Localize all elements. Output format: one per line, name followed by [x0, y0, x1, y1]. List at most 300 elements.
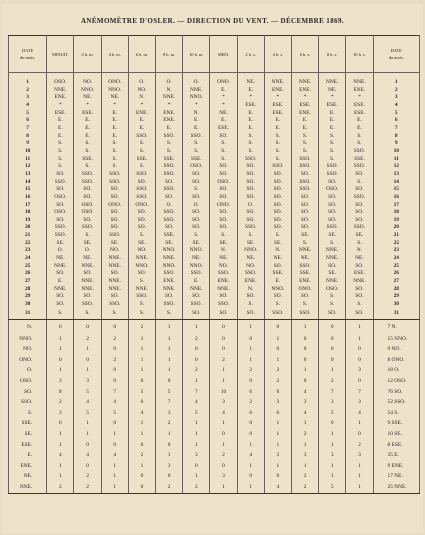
table-cell: ENE.	[156, 278, 183, 286]
summary-row	[9, 461, 420, 472]
table-cell: S.	[156, 140, 183, 148]
table-cell: SSO.	[346, 194, 373, 202]
table-cell: 1	[101, 471, 128, 482]
table-cell: SSO.	[183, 133, 210, 141]
table-cell: 2	[156, 418, 183, 429]
table-cell: NE.	[101, 94, 128, 102]
table-cell: 2	[74, 482, 101, 493]
table-cell: O.	[47, 247, 74, 255]
table-cell: E.	[346, 117, 373, 125]
table-cell: 1	[319, 429, 346, 440]
table-cell: SSO.	[291, 309, 318, 320]
table-cell: ENE.	[291, 87, 318, 95]
table-cell: E.	[319, 110, 346, 118]
date-cell: 13	[373, 171, 419, 179]
column-header: 2 h. m.	[74, 36, 101, 73]
table-cell: NE.	[74, 255, 101, 263]
table-cell: NNE.	[319, 255, 346, 263]
table-cell: 6	[128, 397, 155, 408]
table-cell: 4	[291, 408, 318, 419]
table-cell: 1	[237, 344, 264, 355]
summary-row	[9, 418, 420, 429]
table-cell: SSO.	[346, 148, 373, 156]
table-cell: SSO.	[264, 309, 291, 320]
table-cell: NNE.	[128, 286, 155, 294]
table-cell: 5	[74, 408, 101, 419]
page-title: ANÉMOMÈTRE D'OSLER. — DIRECTION DU VENT. — DÉCEMBRE 1869.	[80, 17, 345, 25]
direction-label-cell: OSO.	[9, 376, 47, 387]
table-cell: *	[74, 102, 101, 110]
table-cell: S.	[210, 148, 237, 156]
table-cell: 1	[291, 461, 318, 472]
column-header: MIDI.	[210, 36, 237, 73]
table-cell: 1	[210, 440, 237, 451]
table-cell: NNO.	[128, 263, 155, 271]
table-cell: S.	[264, 232, 291, 240]
table-cell: NNE.	[47, 286, 74, 294]
day-row	[9, 110, 420, 118]
date-cell: 6	[373, 117, 419, 125]
table-cell: 0	[237, 471, 264, 482]
table-cell: ESE.	[291, 102, 318, 110]
date-cell: 6	[9, 117, 47, 125]
table-cell: S.	[128, 278, 155, 286]
table-cell: ESE.	[346, 102, 373, 110]
table-cell: SO.	[346, 171, 373, 179]
table-cell: 1	[183, 418, 210, 429]
table-cell: SSO.	[156, 209, 183, 217]
date-cell: 15	[9, 186, 47, 194]
table-cell: NNE.	[183, 286, 210, 294]
table-cell: S.	[47, 163, 74, 171]
table-cell: N.	[346, 247, 373, 255]
table-cell: SSO.	[128, 186, 155, 194]
table-cell: 2	[291, 482, 318, 493]
table-cell: 1	[74, 429, 101, 440]
table-cell: *	[128, 102, 155, 110]
table-cell: S.	[128, 163, 155, 171]
table-cell: SO.	[47, 202, 74, 210]
date-cell: 30	[9, 301, 47, 309]
table-cell: SE.	[237, 240, 264, 248]
date-cell: 15	[373, 186, 419, 194]
day-row	[9, 263, 420, 271]
date-cell: 25	[9, 263, 47, 271]
table-cell: 2	[210, 450, 237, 461]
table-cell: NNE.	[74, 286, 101, 294]
table-cell: 3	[210, 471, 237, 482]
direction-label-cell: ONO.	[9, 355, 47, 366]
date-cell: 13	[9, 171, 47, 179]
column-header: 6 h. s.	[291, 36, 318, 73]
table-cell: S.	[101, 140, 128, 148]
table-cell: 1	[346, 319, 373, 334]
table-cell: OSO.	[319, 186, 346, 194]
column-header: 10 h. m.	[183, 36, 210, 73]
table-cell: SO.	[291, 194, 318, 202]
table-cell: 1	[101, 461, 128, 472]
date-cell: 17	[373, 202, 419, 210]
table-cell: 1	[346, 461, 373, 472]
table-cell: ESE.	[210, 125, 237, 133]
table-cell: O.	[183, 202, 210, 210]
table-cell: NNE.	[128, 255, 155, 263]
direction-label-cell: 18 O.	[373, 365, 419, 376]
table-cell: NNE.	[101, 286, 128, 294]
table-cell: S.	[128, 232, 155, 240]
table-cell: SO.	[210, 194, 237, 202]
table-cell: SSO.	[319, 163, 346, 171]
table-cell: 0	[237, 429, 264, 440]
table-cell: S.	[47, 156, 74, 164]
day-row	[9, 247, 420, 255]
day-row	[9, 171, 420, 179]
direction-label-cell: 8 ESE.	[373, 440, 419, 451]
table-cell: SO.	[237, 309, 264, 320]
table-cell: SO.	[210, 224, 237, 232]
day-row	[9, 194, 420, 202]
table-cell: NO.	[128, 87, 155, 95]
direction-label-cell: 9 SSE.	[373, 418, 419, 429]
date-cell: 5	[9, 110, 47, 118]
table-cell: SO.	[74, 217, 101, 225]
table-cell: ESE.	[319, 102, 346, 110]
table-cell: O.	[156, 73, 183, 87]
table-cell: 3	[346, 397, 373, 408]
table-cell: E.	[101, 117, 128, 125]
table-cell: 0	[101, 440, 128, 451]
column-header: 6 h. m.	[128, 36, 155, 73]
table-cell: 1	[47, 429, 74, 440]
table-cell: 1	[210, 418, 237, 429]
table-cell: SO.	[319, 309, 346, 320]
table-cell: 0	[47, 355, 74, 366]
table-cell: SSO.	[74, 171, 101, 179]
table-cell: 1	[74, 365, 101, 376]
table-cell: 0	[319, 334, 346, 345]
table-cell: NE.	[237, 255, 264, 263]
table-cell: 0	[128, 376, 155, 387]
table-cell: 1	[47, 365, 74, 376]
table-cell: SSE.	[183, 156, 210, 164]
table-cell: S.	[128, 140, 155, 148]
table-header	[9, 36, 420, 73]
table-cell: 2	[101, 334, 128, 345]
table-cell: SO.	[264, 186, 291, 194]
table-cell: 2	[74, 334, 101, 345]
table-cell: 1	[291, 319, 318, 334]
day-row	[9, 224, 420, 232]
table-cell: SO.	[346, 186, 373, 194]
table-cell: NNE.	[101, 263, 128, 271]
table-cell: NNE.	[183, 87, 210, 95]
direction-label-cell: ENE.	[9, 461, 47, 472]
table-cell: 2	[156, 482, 183, 493]
table-cell: 3	[156, 461, 183, 472]
table-cell: 1	[47, 344, 74, 355]
table-cell: E.	[101, 133, 128, 141]
table-cell: 1	[47, 461, 74, 472]
day-row	[9, 202, 420, 210]
table-cell: SSE.	[291, 270, 318, 278]
table-cell: SE.	[74, 240, 101, 248]
table-cell: 1	[346, 471, 373, 482]
table-cell: 4	[101, 397, 128, 408]
table-cell: NE.	[47, 255, 74, 263]
date-cell: 10	[9, 148, 47, 156]
table-cell: NE.	[264, 255, 291, 263]
table-cell: 1	[156, 355, 183, 366]
table-cell: SE.	[128, 240, 155, 248]
table-cell: SSO.	[291, 263, 318, 271]
table-cell: N.	[210, 247, 237, 255]
table-cell: SO.	[128, 270, 155, 278]
day-row	[9, 186, 420, 194]
table-cell: SO.	[47, 186, 74, 194]
day-row	[9, 240, 420, 248]
table-cell: 0	[47, 319, 74, 334]
table-cell: 4	[210, 408, 237, 419]
table-cell: SO.	[264, 179, 291, 187]
table-cell: SO.	[47, 270, 74, 278]
table-cell: SE.	[47, 240, 74, 248]
table-cell: *	[291, 94, 318, 102]
table-cell: SSO.	[237, 156, 264, 164]
date-cell: 27	[373, 278, 419, 286]
table-cell: 1	[128, 355, 155, 366]
table-cell: ONO.	[101, 73, 128, 87]
table-cell: SO.	[264, 209, 291, 217]
table-cell: ESE.	[346, 110, 373, 118]
table-cell: 0	[183, 461, 210, 472]
table-cell: 2	[237, 365, 264, 376]
table-cell: 0	[156, 440, 183, 451]
table-cell: ONO.	[291, 286, 318, 294]
table-cell: SO.	[291, 209, 318, 217]
direction-label-cell: 54 S.	[373, 408, 419, 419]
table-cell: SE.	[346, 232, 373, 240]
table-cell: *	[210, 94, 237, 102]
table-cell: SO.	[264, 217, 291, 225]
table-cell: 3	[47, 376, 74, 387]
table-cell: 1	[156, 450, 183, 461]
table-cell: O.	[74, 247, 101, 255]
table-cell: 1	[101, 482, 128, 493]
date-cell: 8	[9, 133, 47, 141]
table-cell: NNE.	[319, 278, 346, 286]
table-cell: OSO.	[74, 202, 101, 210]
direction-label-cell: NNO.	[9, 334, 47, 345]
table-cell: N.	[183, 110, 210, 118]
table-cell: S.	[183, 186, 210, 194]
table-cell: ENE.	[47, 94, 74, 102]
table-cell: 0	[210, 334, 237, 345]
table-cell: 6	[264, 408, 291, 419]
table-cell: SSO.	[156, 301, 183, 309]
date-cell: 24	[373, 255, 419, 263]
table-cell: SSO.	[74, 224, 101, 232]
table-cell: S.	[291, 140, 318, 148]
table-cell: NNE.	[346, 73, 373, 87]
table-cell: SO.	[319, 179, 346, 187]
summary-row	[9, 319, 420, 334]
table-cell: *	[101, 102, 128, 110]
date-cell: 29	[9, 293, 47, 301]
table-cell: 0	[210, 344, 237, 355]
date-cell: 23	[9, 247, 47, 255]
table-cell: E.	[210, 87, 237, 95]
date-cell: 26	[373, 270, 419, 278]
table-cell: ENE.	[156, 117, 183, 125]
table-cell: 6	[237, 408, 264, 419]
summary-row	[9, 450, 420, 461]
table-cell: E.	[264, 125, 291, 133]
table-cell: NNE.	[156, 94, 183, 102]
table-cell: 0	[101, 418, 128, 429]
table-cell: 0	[183, 355, 210, 366]
date-cell: 18	[373, 209, 419, 217]
table-cell: E.	[47, 133, 74, 141]
table-cell: 1	[237, 440, 264, 451]
table-cell: 1	[156, 365, 183, 376]
table-cell: SSO.	[74, 301, 101, 309]
table-cell: SO.	[319, 202, 346, 210]
day-row	[9, 156, 420, 164]
table-cell: SO.	[346, 263, 373, 271]
wind-direction-table	[8, 35, 420, 494]
date-cell: 12	[373, 163, 419, 171]
table-cell: 4	[74, 450, 101, 461]
table-cell: 8	[47, 387, 74, 398]
table-cell: OSO.	[47, 194, 74, 202]
table-cell: S.	[264, 133, 291, 141]
table-cell: 0	[210, 429, 237, 440]
table-cell: NE.	[74, 94, 101, 102]
table-cell: E.	[183, 125, 210, 133]
table-cell: 1	[319, 440, 346, 451]
table-cell: S.	[210, 156, 237, 164]
day-row	[9, 232, 420, 240]
table-cell: 0	[291, 376, 318, 387]
table-cell: 2	[319, 376, 346, 387]
table-cell: N.	[264, 247, 291, 255]
table-cell: 0	[291, 334, 318, 345]
table-cell: NNE.	[346, 278, 373, 286]
day-row	[9, 125, 420, 133]
table-cell: SSO.	[101, 301, 128, 309]
table-cell: 0	[183, 344, 210, 355]
table-cell: 2	[128, 319, 155, 334]
day-row	[9, 179, 420, 187]
table-cell: 10	[210, 387, 237, 398]
table-cell: SSO.	[156, 270, 183, 278]
table-cell: 0	[128, 482, 155, 493]
table-cell: ENE.	[264, 87, 291, 95]
table-cell: 2	[237, 397, 264, 408]
table-cell: 0	[346, 429, 373, 440]
table-cell: 1	[128, 344, 155, 355]
table-cell: S.	[291, 240, 318, 248]
table-cell: 3	[319, 450, 346, 461]
table-cell: 0	[101, 319, 128, 334]
date-cell: 2	[9, 87, 47, 95]
table-cell: 7	[183, 387, 210, 398]
table-cell: OSO.	[319, 286, 346, 294]
summary-row	[9, 387, 420, 398]
date-cell: 18	[9, 209, 47, 217]
table-cell: E.	[101, 110, 128, 118]
table-cell: S.	[346, 240, 373, 248]
table-cell: E.	[319, 117, 346, 125]
direction-label-cell: 52 SSO.	[373, 397, 419, 408]
direction-label-cell: 25 NNE.	[373, 482, 419, 493]
day-row	[9, 217, 420, 225]
table-cell: S.	[101, 309, 128, 320]
table-cell: SO.	[319, 209, 346, 217]
table-cell: SSO.	[128, 171, 155, 179]
table-cell: SO.	[291, 217, 318, 225]
day-row	[9, 278, 420, 286]
table-cell: E.	[47, 278, 74, 286]
table-cell: 3	[156, 408, 183, 419]
table-cell: OSO.	[47, 73, 74, 87]
table-cell: E.	[264, 117, 291, 125]
table-cell: SSE.	[346, 156, 373, 164]
direction-label-cell: E.	[9, 450, 47, 461]
table-cell: 2	[346, 440, 373, 451]
direction-label-cell: 9 ENE.	[373, 461, 419, 472]
date-cell: 28	[373, 286, 419, 294]
table-cell: 0	[128, 471, 155, 482]
table-cell: 1	[156, 319, 183, 334]
table-cell: 1	[264, 418, 291, 429]
column-header: 8 h. m.	[156, 36, 183, 73]
table-cell: S.	[319, 140, 346, 148]
table-cell: 5	[156, 387, 183, 398]
table-cell: 0	[101, 376, 128, 387]
table-cell: 1	[156, 344, 183, 355]
table-cell: 1	[319, 365, 346, 376]
table-cell: S.	[156, 309, 183, 320]
table-cell: SO.	[237, 293, 264, 301]
date-cell: 16	[9, 194, 47, 202]
table-cell: S.	[346, 133, 373, 141]
table-cell: 4	[47, 450, 74, 461]
table-cell: 2	[291, 471, 318, 482]
column-header: DATE du mois.	[373, 36, 419, 73]
table-cell: SSO.	[128, 133, 155, 141]
table-cell: NNO.	[156, 263, 183, 271]
table-cell: NNO.	[183, 263, 210, 271]
table-cell: SE.	[183, 240, 210, 248]
table-cell: 4	[291, 387, 318, 398]
table-cell: S.	[237, 140, 264, 148]
date-cell: 4	[373, 102, 419, 110]
table-cell: 1	[291, 365, 318, 376]
direction-label-cell: N.	[9, 319, 47, 334]
date-cell: 3	[9, 94, 47, 102]
table-cell: 2	[74, 471, 101, 482]
table-cell: S.	[47, 140, 74, 148]
table-cell: E.	[237, 87, 264, 95]
table-cell: SO.	[237, 209, 264, 217]
table-cell: 3	[47, 408, 74, 419]
summary-row	[9, 408, 420, 419]
table-cell: E.	[74, 133, 101, 141]
table-cell: 1	[264, 334, 291, 345]
table-cell: S.	[346, 301, 373, 309]
table-cell: *	[346, 94, 373, 102]
